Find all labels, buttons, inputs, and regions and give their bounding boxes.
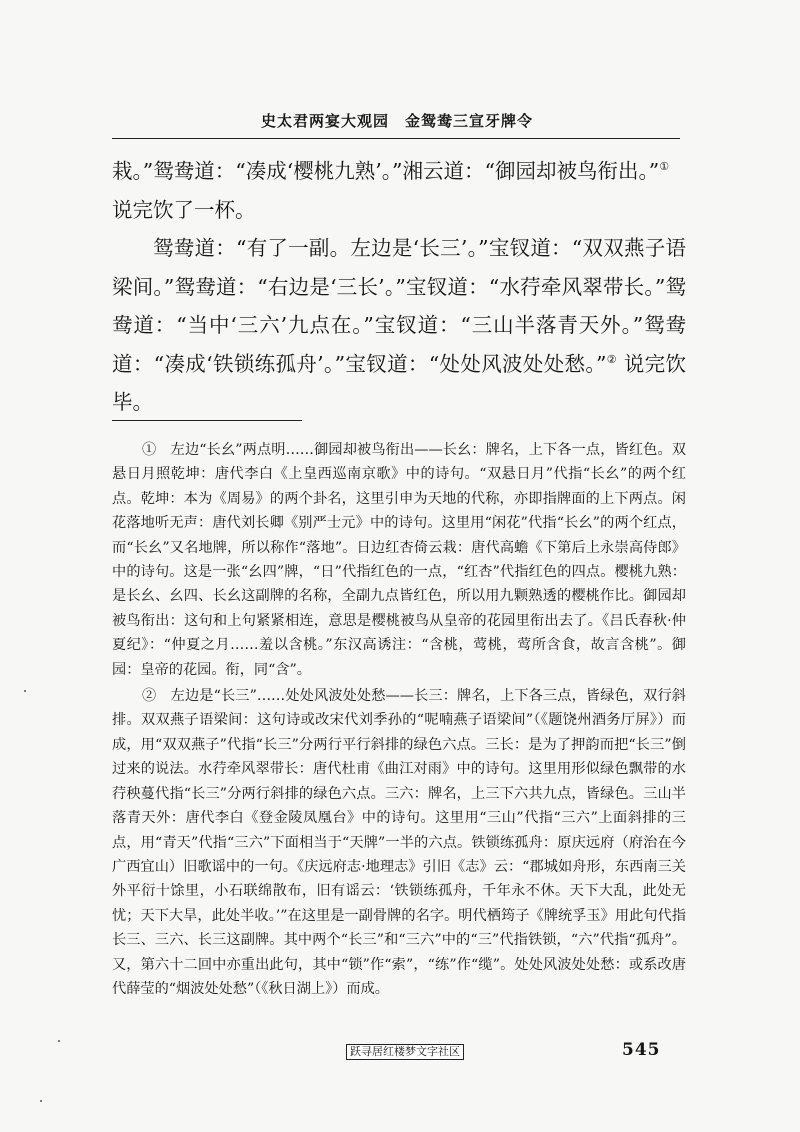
paragraph-1-end: 说完饮了一杯。: [112, 197, 256, 222]
footnote-1-marker: ①: [142, 442, 157, 458]
footnote-1: [112, 438, 686, 682]
footnote-1-text: 左边“长幺”两点明……御园却被鸟衔出——长幺：牌名，上下各一点，皆红色。双悬日月照乾坤：唐代李白《上皇西巡南京歌》中的诗句。“双悬日月”代指“长幺”的两个红点。乾坤：本为《周易》的两个卦名，这里引申为天地的代称，亦即指牌面的上下两点。闲花落地听无声：唐代刘长卿《别严士元》中的诗句。这里用“闲花”代指“长幺”的两个红点，而“长幺”又名地牌，所以称作“落地”。日边红杏倚云栽：唐代高蟾《下第后上永崇高侍郎》中的诗句。这是一张“幺四”牌，“日”代指红色的一点，“红杏”代指红色的四点。樱桃九熟：是长幺、幺四、长幺这副牌的名称，全副九点皆红色，所以用九颗熟透的樱桃作比。御园却被鸟衔出：这句和上句紧紧相连，意思是樱桃被鸟从皇帝的花园里衔出去了。《吕氏春秋·仲夏纪》：“仲夏之月……羞以含桃。”东汉高诱注：“含桃，莺桃，莺所含食，故言含桃”。御园：皇帝的花园。衔，同“含”。: [112, 442, 686, 678]
footnote-2-marker: ②: [142, 688, 157, 705]
paragraph-1: [112, 152, 686, 229]
footnote-2: [112, 684, 686, 1001]
header-rule: [112, 138, 680, 139]
footnote-ref-2: ②: [606, 352, 617, 366]
source-stamp: 跃寻居红楼梦文字社区: [346, 1044, 464, 1060]
page-number: 545: [622, 1040, 661, 1060]
footnote-2-text: 左边是“长三”……处处风波处处愁——长三：牌名，上下各三点，皆绿色，双行斜排。双双燕子语梁间：这句诗或改宋代刘季孙的“呢喃燕子语梁间”（《题饶州酒务厅屏》）而成，用“双双燕子”代指“长三”分两行平行斜排的绿色六点。三长：是为了押韵而把“长三”倒过来的说法。水荇牵风翠带长：唐代杜甫《曲江对雨》中的诗句。这里用形似绿色飘带的水荇秧蔓代指“长三”分两行斜排的绿色六点。三六：牌名，上三下六共九点，皆绿色。三山半落青天外：唐代李白《登金陵凤凰台》中的诗句。这里用“三山”代指“三六”上面斜排的三点，用“青天”代指“三六”下面相当于“天牌”一半的六点。铁锁练孤舟：原庆远府（府治在今广西宜山）旧歌谣中的一句。《庆远府志·地理志》引旧《志》云：“郡城如舟形，东西南三关外平衍十馀里，小石联绵散布，旧有谣云：‘铁锁练孤舟，千年永不休。天下大乱，此处无忧；天下大旱，此处半收。’”在这里是一副骨牌的名字。明代栖筠子《牌统孚玉》用此句代指长三、三六、长三这副牌。其中两个“长三”和“三六”中的“三”代指铁锁，“六”代指“孤舟”。又，第六十二回中亦重出此句，其中“锁”作“索”，“练”作“缆”。处处风波处处愁：或系改唐代薛莹的“烟波处处愁”（《秋日湖上》）而成。: [112, 688, 686, 997]
paragraph-1-text: 栽。”鸳鸯道：“凑成‘樱桃九熟’。”湘云道：“御园却被鸟衔出。”: [112, 159, 660, 183]
main-text: [112, 152, 686, 422]
footnote-ref-1: ①: [659, 160, 670, 174]
footnote-rule: [112, 420, 302, 421]
paragraph-2: [112, 229, 686, 422]
paragraph-2-end: 说完饮毕。: [112, 351, 686, 414]
paragraph-2-text: 鸳鸯道：“有了一副。左边是‘长三’。”宝钗道：“双双燕子语梁间。”鸳鸯道：“右边是‘三长’。”宝钗道：“水荇牵风翠带长。”鸳鸯道：“当中‘三六’九点在。”宝钗道：“三山半落青天外。”鸳鸯道：“凑成‘铁锁练孤舟’。”宝钗道：“处处风波处处愁。”: [112, 236, 686, 376]
running-header: 史太君两宴大观园 金鸳鸯三宣牙牌令: [260, 112, 533, 130]
footnotes: [112, 438, 686, 1003]
